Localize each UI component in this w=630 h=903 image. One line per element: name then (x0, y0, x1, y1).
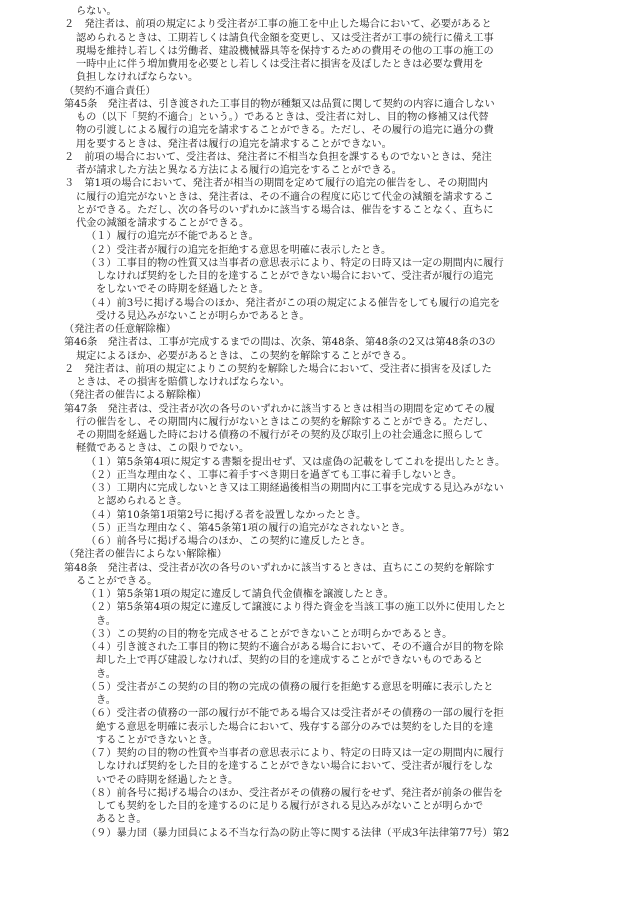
paragraph-first-line: ２ 発注者は、前項の規定により受注者が工事の施工を中止した場合において、必要があると (64, 19, 492, 31)
text-line: らない。 (76, 6, 117, 17)
item-first-line: （３）この契約の目的物を完成させることができないことが明らかであるとき。 (86, 628, 453, 640)
item-first-line: （３）工期内に完成しないとき又は工期経過後相当の期間内に工事を完成する見込みがない (86, 483, 504, 494)
text-line: ることができる。 (76, 575, 158, 587)
item-first-line: （５）正当な理由なく、第45条第1項の履行の追完がなされないとき。 (86, 522, 411, 534)
item-first-line: （４）前3号に掲げる場合のほか、発注者がこの項の規定による催告をしても履行の追完を (86, 297, 500, 309)
text-line: き。 (96, 695, 116, 706)
article-caption: （発注者の任意解除権） (64, 324, 177, 335)
article-caption: （契約不適合責任） (64, 85, 156, 97)
text-line: ときは、その損害を賠償しなければならない。 (76, 377, 290, 388)
article-caption: （発注者の催告によらない解除権） (64, 549, 227, 561)
text-line: 用を要するときは、発注者は履行の追完を請求することができない。 (76, 138, 392, 150)
text-line: 却した上で再び建設しなければ、契約の目的を達成することができないものであると (96, 655, 484, 667)
text-line: をしないでその時期を経過したとき。 (96, 284, 269, 296)
item-first-line: （６）受注者の債務の一部の履行が不能である場合又は受注者がその債務の一部の履行を拒 (86, 708, 504, 720)
text-line: 行の催告をし、その期間内に履行がないときはこの契約を解除することができる。ただし、 (76, 416, 494, 428)
article-first-line: 第48条 発注者は、受注者が次の各号のいずれかに該当するときは、直ちにこの契約を解除す (64, 562, 495, 574)
text-line: 軽微であるときは、この限りでない。 (76, 443, 250, 455)
text-line: 絶する意思を明確に表示した場合において、残存する部分のみでは契約をした目的を達 (96, 721, 494, 733)
item-first-line: （６）前各号に掲げる場合のほか、この契約に違反したとき。 (86, 536, 371, 547)
article-caption: （発注者の催告による解除権） (64, 390, 207, 402)
item-first-line: （７）契約の目的物の性質や当事者の意思表示により、特定の日時又は一定の期間内に履行 (86, 748, 504, 759)
text-line: しなければ契約をした目的を達することができない場合において、受注者が履行の追完 (96, 271, 494, 282)
item-first-line: （１）第5条第1項の規定に違反して請負代金債権を譲渡したとき。 (86, 589, 394, 600)
text-line: いでその時期を経過したとき。 (96, 774, 239, 786)
text-line: とができる。ただし、次の各号のいずれかに該当する場合は、催告をすることなく、直ちに (76, 204, 494, 216)
text-line: もの（以下「契約不適合」という。）であるときは、受注者に対し、目的物の修補又は代替 (76, 112, 489, 123)
text-line: あるとき。 (96, 814, 147, 826)
document-page (64, 5, 572, 840)
text-line: と認められるとき。 (96, 496, 188, 508)
text-line: 受ける見込みがないことが明らかであるとき。 (96, 310, 310, 322)
text-line: き。 (96, 615, 116, 627)
item-first-line: （１）履行の追完が不能であるとき。 (86, 231, 259, 243)
item-first-line: （３）工事目的物の性質又は当事者の意思表示により、特定の日時又は一定の期間内に履行 (86, 257, 504, 269)
paragraph-first-line: ３ 第1項の場合において、発注者が相当の期間を定めて履行の追完の催告をし、その期間内 (64, 178, 488, 190)
item-first-line: （８）前各号に掲げる場合のほか、受注者がその債務の履行をせず、発注者が前条の催告を (86, 787, 503, 799)
text-line: しなければ契約をした目的を達することができない場合において、受注者が履行をしな (96, 761, 494, 773)
item-first-line: （１）第5条第4項に規定する書類を提出せず、又は虚偽の記載をしてこれを提出したとき。 (86, 456, 506, 468)
article-first-line: 第45条 発注者は、引き渡された工事目的物が種類又は品質に関して契約の内容に適合しない (64, 98, 495, 110)
text-line: 一時中止に伴う増加費用を必要とし若しくは受注者に損害を及ぼしたときは必要な費用を (76, 59, 484, 70)
text-line: 者が請求した方法と異なる方法による履行の追完をすることができる。 (76, 165, 402, 176)
item-first-line: （２）第5条第4項の規定に違反して譲渡により得た資金を当該工事の施工以外に使用したと (86, 602, 507, 614)
text-line: 規定によるほか、必要があるときは、この契約を解除することができる。 (76, 350, 413, 362)
item-first-line: （４）引き渡された工事目的物に契約不適合がある場合において、その不適合が目的物を除 (86, 642, 504, 653)
text-line: 現場を維持し若しくは労働者、建設機械器具等を保持するための費用その他の工事の施工の (76, 45, 494, 57)
item-first-line: （４）第10条第1項第2号に掲げる者を設置しなかったとき。 (86, 509, 367, 521)
paragraph-first-line: ２ 前項の場合において、受注者は、発注者に不相当な負担を課するものでないときは、発注 (64, 151, 492, 163)
text-line: することができないとき。 (96, 734, 218, 746)
item-first-line: （２）受注者が履行の追完を拒絶する意思を明確に表示したとき。 (86, 244, 392, 256)
text-line: 代金の減額を請求することができる。 (76, 218, 250, 229)
text-line: しても契約をした目的を達するのに足りる履行がされる見込みがないことが明らかで (96, 801, 484, 812)
article-first-line: 第46条 発注者は、工事が完成するまでの間は、次条、第48条、第48条の2又は第48条の3の (64, 337, 496, 349)
text-line: に履行の追完がないときは、発注者は、その不適合の程度に応じて代金の減額を請求するこ (76, 191, 494, 203)
text-line: き。 (96, 668, 116, 680)
text-line: 認められるときは、工期若しくは請負代金額を変更し、又は受注者が工事の続行に備え工事 (76, 32, 494, 44)
item-first-line: （９）暴力団（暴力団員による不当な行為の防止等に関する法律（平成3年法律第77号）第2 (86, 827, 510, 839)
text-line: その期間を経過した時における債務の不履行がその契約及び取引上の社会通念に照らして (76, 430, 484, 441)
paragraph-first-line: ２ 発注者は、前項の規定によりこの契約を解除した場合において、受注者に損害を及ぼした (64, 363, 492, 375)
text-line: 物の引渡しによる履行の追完を請求することができる。ただし、その履行の追完に過分の費 (76, 125, 494, 137)
item-first-line: （５）受注者がこの契約の目的物の完成の債務の履行を拒絶する意思を明確に表示したと (86, 681, 494, 693)
text-line: 負担しなければならない。 (76, 72, 199, 84)
item-first-line: （２）正当な理由なく、工事に着手すべき期日を過ぎても工事に着手しないとき。 (86, 469, 463, 481)
article-first-line: 第47条 発注者は、受注者が次の各号のいずれかに該当するときは相当の期間を定めてその履 (64, 403, 495, 415)
